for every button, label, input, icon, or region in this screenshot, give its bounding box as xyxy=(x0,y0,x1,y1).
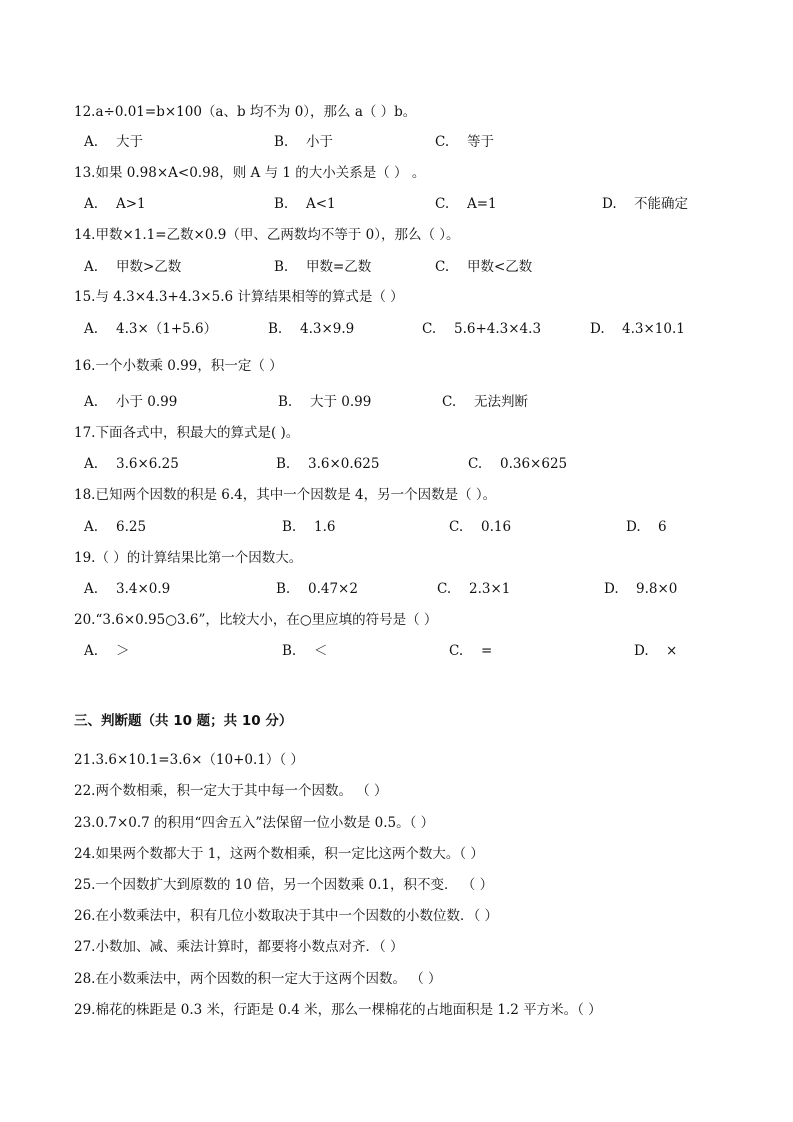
option-text: 0.16 xyxy=(481,519,512,535)
option-c xyxy=(437,580,510,598)
question-13-options xyxy=(0,195,793,213)
option-text: 不能确定 xyxy=(634,196,688,212)
option-b xyxy=(274,133,333,151)
option-c xyxy=(435,258,532,276)
option-b xyxy=(282,642,328,660)
question-20-stem: 20.“3.6×0.95○3.6”，比较大小，在○里应填的符号是（ ） xyxy=(74,612,438,628)
option-text: ＞ xyxy=(116,643,130,659)
option-label: A. xyxy=(84,456,99,472)
option-a xyxy=(84,580,170,598)
option-label: B. xyxy=(276,581,291,597)
question-13-stem: 13.如果 0.98×A<0.98，则 A 与 1 的大小关系是（ ） 。 xyxy=(74,165,426,181)
option-label: D. xyxy=(604,581,619,597)
question-15-stem: 15.与 4.3×4.3+4.3×5.6 计算结果相等的算式是（ ） xyxy=(74,289,404,305)
question-20-options xyxy=(0,642,793,660)
option-label: A. xyxy=(84,134,99,150)
option-c xyxy=(422,320,541,338)
option-label: B. xyxy=(282,519,297,535)
option-a xyxy=(84,393,177,411)
option-label: C. xyxy=(442,394,457,410)
option-label: B. xyxy=(282,643,297,659)
option-d xyxy=(602,195,688,213)
question-12-stem: 12.a÷0.01=b×100（a、b 均不为 0），那么 a（ ）b。 xyxy=(74,104,417,120)
option-c xyxy=(449,518,511,536)
question-14-stem: 14.甲数×1.1=乙数×0.9（甲、乙两数均不等于 0），那么（ ）。 xyxy=(74,227,460,243)
option-a xyxy=(84,258,181,276)
option-text: 0.36×625 xyxy=(500,456,568,472)
option-text: 甲数>乙数 xyxy=(116,259,182,275)
question-21: 21.3.6×10.1=3.6×（10+0.1）（ ） xyxy=(74,752,304,768)
option-text: 4.3×10.1 xyxy=(622,321,685,337)
option-text: 1.6 xyxy=(314,519,336,535)
option-label: B. xyxy=(274,196,289,212)
option-b xyxy=(274,258,371,276)
option-label: C. xyxy=(468,456,483,472)
option-text: 大于 xyxy=(116,134,143,150)
option-label: A. xyxy=(84,643,99,659)
option-text: 5.6+4.3×4.3 xyxy=(454,321,542,337)
option-text: 4.3×9.9 xyxy=(300,321,355,337)
question-26: 26.在小数乘法中，积有几位小数取决于其中一个因数的小数位数．（ ） xyxy=(74,908,499,924)
option-label: B. xyxy=(274,134,289,150)
option-a xyxy=(84,642,130,660)
option-text: 4.3×（1+5.6） xyxy=(116,321,218,337)
option-a xyxy=(84,133,143,151)
option-c xyxy=(468,455,567,473)
option-b xyxy=(278,393,371,411)
question-19-stem: 19.（ ）的计算结果比第一个因数大。 xyxy=(74,550,303,566)
option-b xyxy=(276,455,379,473)
option-text: 甲数=乙数 xyxy=(306,259,372,275)
question-18-stem: 18.已知两个因数的积是 6.4，其中一个因数是 4，另一个因数是（ ）。 xyxy=(74,487,497,503)
option-label: C. xyxy=(435,134,450,150)
option-label: C. xyxy=(449,643,464,659)
option-text: A<1 xyxy=(306,196,336,212)
option-label: B. xyxy=(268,321,283,337)
option-text: 小于 xyxy=(306,134,333,150)
option-text: 无法判断 xyxy=(474,394,528,410)
option-b xyxy=(282,518,335,536)
option-text: = xyxy=(481,643,493,659)
option-label: A. xyxy=(84,259,99,275)
option-label: B. xyxy=(278,394,293,410)
option-text: 6 xyxy=(658,519,667,535)
option-b xyxy=(268,320,354,338)
option-text: ＜ xyxy=(314,643,328,659)
option-label: D. xyxy=(590,321,605,337)
option-a xyxy=(84,455,179,473)
question-16-stem: 16.一个小数乘 0.99，积一定（ ） xyxy=(74,358,283,374)
question-18-options xyxy=(0,518,793,536)
option-text: 3.6×0.625 xyxy=(308,456,380,472)
question-19-options xyxy=(0,580,793,598)
option-label: C. xyxy=(437,581,452,597)
question-28: 28.在小数乘法中，两个因数的积一定大于这两个因数。 （ ） xyxy=(74,971,442,987)
option-label: D. xyxy=(602,196,617,212)
option-c xyxy=(435,195,497,213)
question-15-options xyxy=(0,320,793,338)
option-label: B. xyxy=(274,259,289,275)
question-12-options xyxy=(0,133,793,151)
option-c xyxy=(442,393,528,411)
option-label: A. xyxy=(84,581,99,597)
question-17-stem: 17.下面各式中，积最大的算式是( )。 xyxy=(74,425,300,441)
option-label: C. xyxy=(422,321,437,337)
option-b xyxy=(276,580,358,598)
option-label: A. xyxy=(84,321,99,337)
option-label: D. xyxy=(626,519,641,535)
question-29: 29.棉花的株距是 0.3 米，行距是 0.4 米，那么一棵棉花的占地面积是 1.2 平方米。（ ） xyxy=(74,1002,602,1018)
option-text: × xyxy=(666,643,678,659)
option-text: 甲数<乙数 xyxy=(467,259,533,275)
option-text: 3.4×0.9 xyxy=(116,581,171,597)
option-c xyxy=(435,133,494,151)
question-25: 25.一个因数扩大到原数的 10 倍，另一个因数乘 0.1，积不变． （ ） xyxy=(74,877,494,893)
option-text: 9.8×0 xyxy=(636,581,678,597)
option-text: 等于 xyxy=(467,134,494,150)
option-label: B. xyxy=(276,456,291,472)
option-text: A=1 xyxy=(467,196,497,212)
option-a xyxy=(84,320,217,338)
option-text: 3.6×6.25 xyxy=(116,456,179,472)
question-24: 24.如果两个数都大于 1，这两个数相乘，积一定比这两个数大。（ ） xyxy=(74,846,484,862)
option-label: C. xyxy=(435,196,450,212)
option-d xyxy=(604,580,677,598)
option-a xyxy=(84,518,146,536)
option-d xyxy=(626,518,667,536)
option-label: C. xyxy=(435,259,450,275)
question-27: 27.小数加、减、乘法计算时，都要将小数点对齐．（ ） xyxy=(74,939,404,955)
option-a xyxy=(84,195,146,213)
option-text: 0.47×2 xyxy=(308,581,358,597)
question-16-options xyxy=(0,393,793,411)
option-label: D. xyxy=(634,643,649,659)
option-text: 6.25 xyxy=(116,519,147,535)
option-c xyxy=(449,642,492,660)
option-text: 小于 0.99 xyxy=(116,394,178,410)
option-b xyxy=(274,195,336,213)
option-d xyxy=(590,320,685,338)
question-17-options xyxy=(0,455,793,473)
option-text: 大于 0.99 xyxy=(310,394,372,410)
option-label: A. xyxy=(84,196,99,212)
option-label: C. xyxy=(449,519,464,535)
option-label: A. xyxy=(84,519,99,535)
question-22: 22.两个数相乘，积一定大于其中每一个因数。 （ ） xyxy=(74,783,388,799)
question-23: 23.0.7×0.7 的积用“四舍五入”法保留一位小数是 0.5。（ ） xyxy=(74,815,435,831)
section-heading: 三、判断题（共 10 题；共 10 分） xyxy=(74,713,293,729)
option-text: 2.3×1 xyxy=(469,581,511,597)
option-d xyxy=(634,642,677,660)
question-14-options xyxy=(0,258,793,276)
option-text: A>1 xyxy=(116,196,146,212)
option-label: A. xyxy=(84,394,99,410)
